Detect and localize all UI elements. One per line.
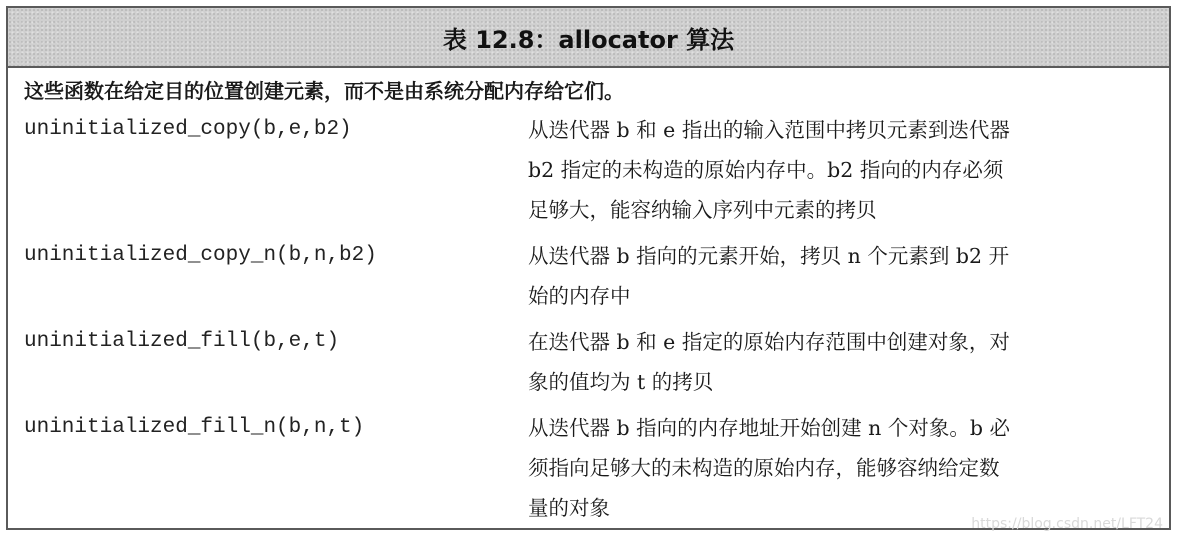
table-intro: 这些函数在给定目的位置创建元素，而不是由系统分配内存给它们。: [24, 79, 624, 103]
table-row: [8, 110, 1169, 230]
description-line: 在迭代器 b 和 e 指定的原始内存范围中创建对象，对: [528, 330, 1010, 354]
function-signature: uninitialized_copy(b,e,b2): [24, 118, 352, 141]
table-title: 表 12.8：allocator 算法: [442, 25, 735, 54]
table-row: [8, 322, 1169, 402]
description-line: 从迭代器 b 指向的内存地址开始创建 n 个对象。b 必: [528, 416, 1011, 440]
watermark-text: https://blog.csdn.net/LFT24: [971, 516, 1163, 532]
function-signature: uninitialized_fill(b,e,t): [24, 330, 340, 353]
table-title-bar: [8, 8, 1169, 68]
function-description: [528, 236, 1158, 316]
description-line: 须指向足够大的未构造的原始内存，能够容纳给定数: [528, 456, 1000, 480]
description-line: 量的对象: [528, 496, 610, 520]
description-line: 从迭代器 b 指向的元素开始，拷贝 n 个元素到 b2 开: [528, 244, 1010, 268]
description-line: b2 指定的未构造的原始内存中。b2 指向的内存必须: [528, 158, 1004, 182]
function-description: [528, 322, 1158, 402]
description-line: 象的值均为 t 的拷贝: [528, 370, 714, 394]
function-description: [528, 110, 1158, 230]
function-description: [528, 408, 1158, 528]
description-line: 始的内存中: [528, 284, 631, 308]
table-row: [8, 408, 1169, 528]
function-signature: uninitialized_copy_n(b,n,b2): [24, 244, 377, 267]
allocator-algorithms-table: [6, 6, 1171, 530]
description-line: 从迭代器 b 和 e 指出的输入范围中拷贝元素到迭代器: [528, 118, 1010, 142]
table-row: [8, 236, 1169, 316]
function-signature: uninitialized_fill_n(b,n,t): [24, 416, 365, 439]
description-line: 足够大，能容纳输入序列中元素的拷贝: [528, 198, 877, 222]
